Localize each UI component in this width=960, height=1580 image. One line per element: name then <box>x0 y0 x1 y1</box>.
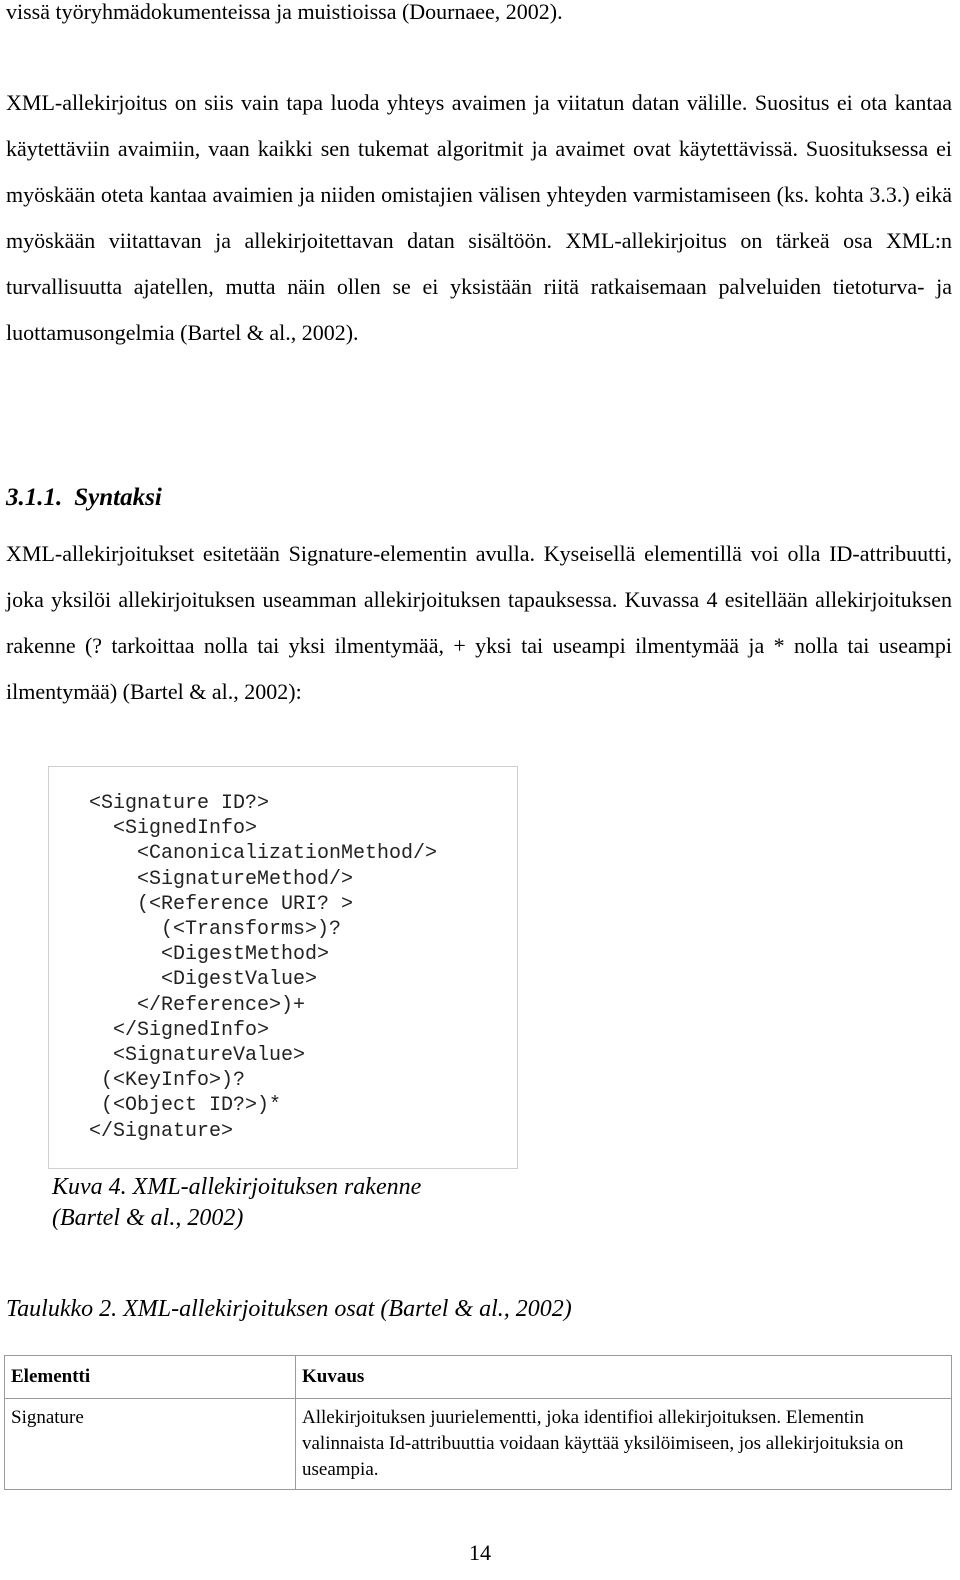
section-title: Syntaksi <box>74 484 162 511</box>
table-title: Taulukko 2. XML-allekirjoituksen osat (Bartel & al., 2002) <box>6 1296 572 1322</box>
paragraph-xml-signature-scope: XML-allekirjoitus on siis vain tapa luoda yhteys avaimen ja viitatun datan välille. Suositus ei ota kantaa käytettäviin avaimiin, vaan kaikki sen tukemat algoritmit ja avaimet ovat käytettävissä. Suosituksessa ei myöskään oteta kantaa avaimien ja niiden omistajien välisen yhteyden varmistamiseen (ks. kohta 3.3.) eikä myöskään viitattavan ja allekirjoitettavan datan sisältöön. XML-allekirjoitus on tärkeä osa XML:n turvallisuutta ajatellen, mutta näin ollen se ei yksistään riitä ratkaisemaan palveluiden tietoturva- ja luottamusongelmia (Bartel & al., 2002). <box>6 90 952 345</box>
signature-structure-code: <Signature ID?> <SignedInfo> <CanonicalizationMethod/> <SignatureMethod/> (<Reference URI? > (<Transforms>)? <DigestMethod> <DigestValue> </Reference>)+ </SignedInfo> <SignatureValue> (<KeyInfo>)? (<Object ID?>)* </Signature> <box>89 792 438 1143</box>
figure-caption-line1: Kuva 4. XML-allekirjoituksen rakenne <box>52 1174 422 1200</box>
table-cell-element: Signature <box>5 1399 296 1490</box>
table-header-row <box>5 1356 952 1399</box>
paragraph-syntax: XML-allekirjoitukset esitetään Signature-elementin avulla. Kyseisellä elementillä voi olla ID-attribuutti, joka yksilöi allekirjoituksen useamman allekirjoituksen tapauksessa. Kuvassa 4 esitellään allekirjoituksen rakenne (? tarkoittaa nolla tai yksi ilmentymää, + yksi tai useampi ilmentymää ja * nolla tai useampi ilmentymää) (Bartel & al., 2002): <box>6 541 952 704</box>
table-cell-description: Allekirjoituksen juurielementti, joka identifioi allekirjoituksen. Elementin valinnaista Id-attribuuttia voidaan käyttää yksilöimiseen, jos allekirjoituksia on useampia. <box>296 1399 952 1490</box>
section-number: 3.1.1. <box>6 484 63 511</box>
table-row <box>5 1399 952 1490</box>
section-heading <box>6 478 162 518</box>
table-header-element: Elementti <box>5 1356 296 1399</box>
paragraph-continuation: vissä työryhmädokumenteissa ja muistioissa (Dournaee, 2002). <box>6 0 563 24</box>
page-number: 14 <box>469 1540 491 1565</box>
figure-caption <box>52 1172 421 1234</box>
table-header-description: Kuvaus <box>296 1356 952 1399</box>
figure-code-box <box>48 766 518 1169</box>
signature-parts-table <box>4 1355 952 1490</box>
figure-caption-line2: (Bartel & al., 2002) <box>52 1205 244 1231</box>
